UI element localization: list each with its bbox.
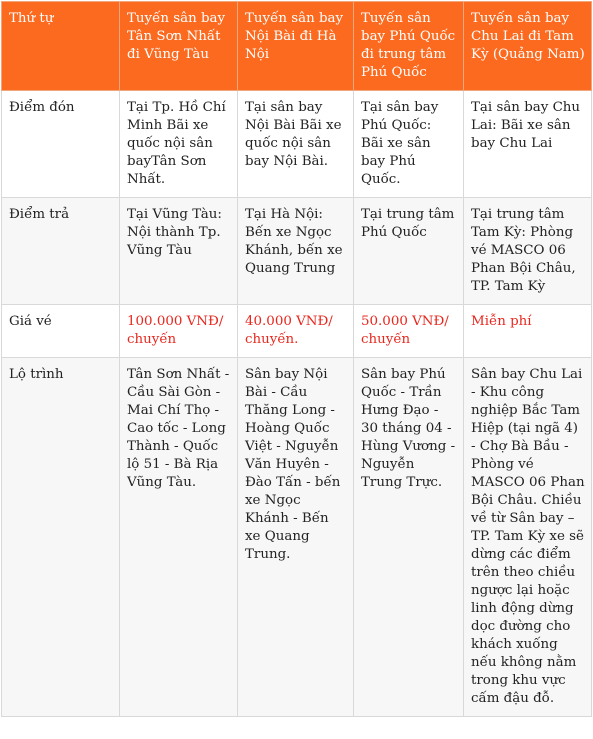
table-cell: Tại sân bay Chu Lai: Bãi xe sân bay Chu Lai — [464, 91, 592, 198]
table-row-dropoff — [2, 198, 592, 305]
header-row — [2, 2, 592, 91]
row-label-price: Giá vé — [2, 305, 120, 358]
price-cell: Miễn phí — [464, 305, 592, 358]
table-cell: Tại Hà Nội: Bến xe Ngọc Khánh, bến xe Quang Trung — [238, 198, 354, 305]
price-cell: 100.000 VNĐ/ chuyến — [120, 305, 238, 358]
row-label-dropoff: Điểm trả — [2, 198, 120, 305]
table-cell: Tại Vũng Tàu: Nội thành Tp. Vũng Tàu — [120, 198, 238, 305]
table-cell: Tại trung tâm Phú Quốc — [354, 198, 464, 305]
price-cell: 40.000 VNĐ/ chuyến. — [238, 305, 354, 358]
table-row-route — [2, 358, 592, 717]
price-cell: 50.000 VNĐ/ chuyến — [354, 305, 464, 358]
header-route-tan-son-nhat: Tuyến sân bay Tân Sơn Nhất đi Vũng Tàu — [120, 2, 238, 91]
table-cell: Sân bay Chu Lai - Khu công nghiệp Bắc Tam Hiệp (tại ngã 4) - Chợ Bà Bầu - Phòng vé MASCO 06 Phan Bội Châu. Chiều về từ Sân bay – TP. Tam Kỳ xe sẽ dừng các điểm trên theo chiều ngược lại hoặc linh động dừng dọc đường cho khách xuống nếu không nằm trong khu vực cấm đậu đỗ. — [464, 358, 592, 717]
header-route-noi-bai: Tuyến sân bay Nội Bài đi Hà Nội — [238, 2, 354, 91]
row-label-route: Lộ trình — [2, 358, 120, 717]
table-cell: Tại Tp. Hồ Chí Minh Bãi xe quốc nội sân bayTân Sơn Nhất. — [120, 91, 238, 198]
table-cell: Sân bay Nội Bài - Cầu Thăng Long - Hoàng Quốc Việt - Nguyễn Văn Huyên - Đào Tấn - bến xe Ngọc Khánh - Bến xe Quang Trung. — [238, 358, 354, 717]
header-route-chu-lai: Tuyến sân bay Chu Lai đi Tam Kỳ (Quảng Nam) — [464, 2, 592, 91]
table-cell: Sân bay Phú Quốc - Trần Hưng Đạo - 30 tháng 04 - Hùng Vương - Nguyễn Trung Trực. — [354, 358, 464, 717]
table-cell: Tân Sơn Nhất - Cầu Sài Gòn - Mai Chí Thọ - Cao tốc - Long Thành - Quốc lộ 51 - Bà Rịa Vũng Tàu. — [120, 358, 238, 717]
table-row-price — [2, 305, 592, 358]
table-cell: Tại sân bay Nội Bài Bãi xe quốc nội sân bay Nội Bài. — [238, 91, 354, 198]
table-cell: Tại sân bay Phú Quốc: Bãi xe sân bay Phú Quốc. — [354, 91, 464, 198]
row-label-pickup: Điểm đón — [2, 91, 120, 198]
header-order: Thứ tự — [2, 2, 120, 91]
airport-shuttle-table — [1, 1, 592, 717]
table-cell: Tại trung tâm Tam Kỳ: Phòng vé MASCO 06 Phan Bội Châu, TP. Tam Kỳ — [464, 198, 592, 305]
table-row-pickup — [2, 91, 592, 198]
header-route-phu-quoc: Tuyến sân bay Phú Quốc đi trung tâm Phú Quốc — [354, 2, 464, 91]
